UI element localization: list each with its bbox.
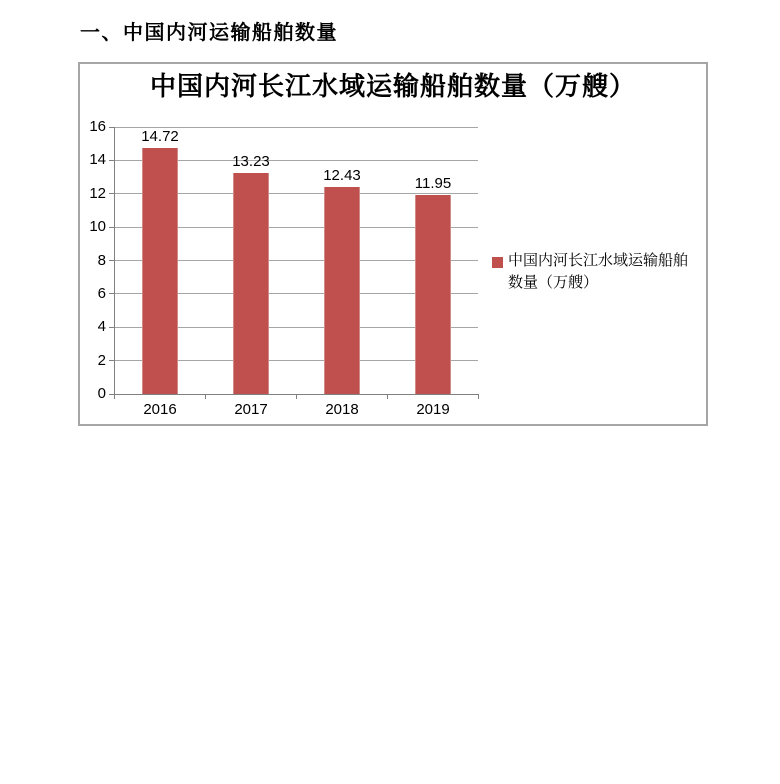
y-axis-line <box>114 127 115 398</box>
y-tick-label: 12 <box>89 184 106 202</box>
bar <box>415 195 451 394</box>
legend-label <box>508 250 688 294</box>
section-heading: 一、中国内河运输船舶数量 <box>80 22 338 44</box>
legend-label-line1: 中国内河长江水域运输船舶 <box>508 253 689 269</box>
x-axis-tick-mark <box>296 394 297 399</box>
x-tick-label: 2018 <box>325 401 359 418</box>
bar-value-label: 12.43 <box>323 167 361 184</box>
bar <box>324 187 360 394</box>
y-tick-label: 0 <box>97 385 106 402</box>
bar-value-label: 14.72 <box>141 128 179 145</box>
y-tick-label: 2 <box>97 351 106 369</box>
x-tick-label: 2016 <box>143 401 177 418</box>
bar-value-label: 13.23 <box>232 153 270 170</box>
bar <box>233 173 269 394</box>
bar-value-label: 11.95 <box>414 175 452 192</box>
chart-container <box>78 62 708 426</box>
x-tick-label: 2017 <box>234 401 268 418</box>
x-tick-label: 2019 <box>416 401 450 418</box>
chart-legend <box>492 250 702 294</box>
y-tick-label: 14 <box>89 151 106 169</box>
x-axis-tick-mark <box>205 394 206 399</box>
x-axis-tick-mark <box>114 394 115 399</box>
y-tick-label: 4 <box>97 318 106 336</box>
x-axis-tick-mark <box>478 394 479 399</box>
chart-title: 中国内河长江水域运输船舶数量（万艘） <box>149 72 636 101</box>
y-tick-label: 10 <box>89 218 106 236</box>
x-axis-tick-mark <box>387 394 388 399</box>
y-tick-label: 6 <box>97 284 106 302</box>
legend-marker-swatch <box>492 257 503 268</box>
bar <box>142 148 178 394</box>
y-tick-label: 8 <box>97 251 106 269</box>
plot-area <box>80 64 706 424</box>
y-tick-label: 16 <box>89 118 106 135</box>
legend-label-line2: 数量（万艘） <box>508 275 599 291</box>
